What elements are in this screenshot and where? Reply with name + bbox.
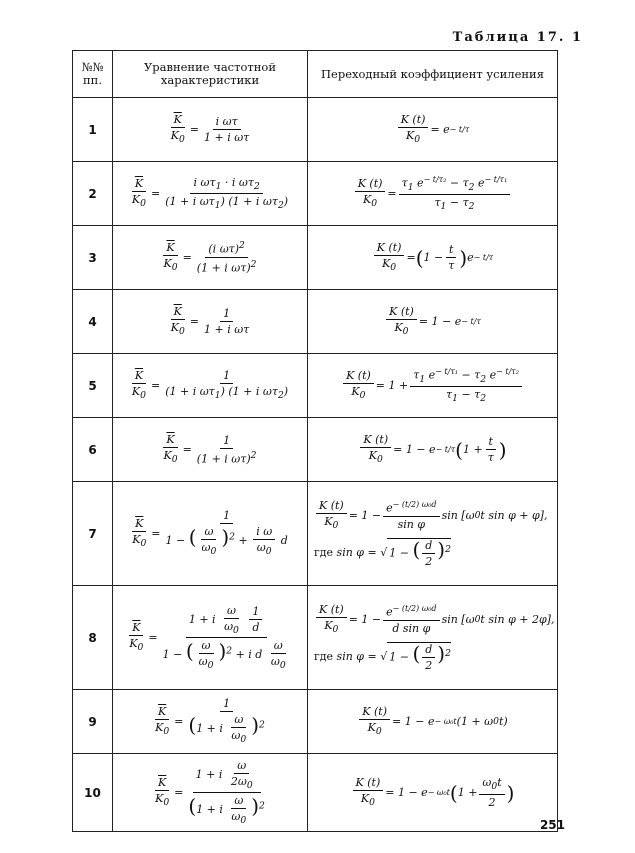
table-row xyxy=(73,754,558,832)
freq-formula: $\frac{\overline{K}}{K_0}$ = 1 + i $\frac{\omega}{\omega_0}$ $\frac{1}{d}$ 1 − ( $\frac{\omega}{\omega_0}$ )$^2$ + i d $\frac{\omega}{\omega_0}$ xyxy=(113,586,308,690)
table-row xyxy=(73,418,558,482)
trans-formula: $\frac{K (t)}{K_0}$ = 1 + $\frac{\tau_1 e^{- t/\tau_1} - \tau_2 e^{- t/\tau_2}}{\tau_1 - \tau_2}$ xyxy=(308,354,558,418)
header-trans: Переходный коэффициент усиления xyxy=(308,51,558,98)
table-row xyxy=(73,162,558,226)
table-row xyxy=(73,98,558,162)
freq-formula: $\frac{\overline{K}}{K_0}$ = $\frac{1}{(1 + i \omega\tau)^2}$ xyxy=(113,418,308,482)
row-number: 7 xyxy=(73,482,113,586)
freq-formula: $\frac{\overline{K}}{K_0}$ = 1 + i $\frac{\omega}{2\omega_0}$ (1 + i $\frac{\omega}{\omega_0}$ )$^2$ xyxy=(113,754,308,832)
formula-table xyxy=(72,50,558,832)
row-number: 1 xyxy=(73,98,113,162)
table-row xyxy=(73,354,558,418)
freq-formula: $\frac{\overline{K}}{K_0}$ = $\frac{1}{\text{1 + i ωτ}}$ xyxy=(113,290,308,354)
table-caption: Таблица 17. 1 xyxy=(452,30,583,45)
header-num: №№ пп. xyxy=(73,51,113,98)
header-row xyxy=(73,51,558,98)
row-number: 9 xyxy=(73,690,113,754)
trans-formula: $\frac{K (t)}{K_0}$ = ( 1 − $\frac{t}{\tau}$ ) e − t/τ xyxy=(308,226,558,290)
trans-formula: $\frac{K (t)}{K_0}$ = 1 − e − ω₀t ( 1 + $\frac{\omega_0t}{2}$ ) xyxy=(308,754,558,832)
page-number: 251 xyxy=(539,818,565,832)
row-number: 6 xyxy=(73,418,113,482)
trans-formula: $\frac{K (t)}{K_0}$ = 1 − e − t/τ xyxy=(308,290,558,354)
table-row xyxy=(73,690,558,754)
row-number: 8 xyxy=(73,586,113,690)
row-number: 2 xyxy=(73,162,113,226)
trans-formula: $\frac{K (t)}{K_0}$ = $\frac{\tau_1 e^{- t/\tau_2} - \tau_2 e^{- t/\tau_1}}{\tau_1 - \tau_2}$ xyxy=(308,162,558,226)
row-number: 5 xyxy=(73,354,113,418)
trans-formula: $\frac{K (t)}{K_0}$ = 1 − $\frac{e^{- (t/2) \omega_0d}}{\text{d sin φ}}$ sin [ω 0 t sin φ + 2φ], где sin φ = √ 1 − ( $\frac{d}{2}$ )$^2$ xyxy=(308,586,558,690)
trans-formula: $\frac{K (t)}{K_0}$ = 1 − $\frac{e^{- (t/2) \omega_0d}}{\text{sin φ}}$ sin [ω 0 t sin φ + φ], где sin φ = √ 1 − ( $\frac{d}{2}$ )$^2$ xyxy=(308,482,558,586)
freq-formula: $\frac{\overline{K}}{K_0}$ = $\frac{\text{i ωτ}}{\text{1 + i ωτ}}$ xyxy=(113,98,308,162)
freq-formula: $\frac{\overline{K}}{K_0}$ = 1 (1 + i $\frac{\omega}{\omega_0}$ )$^2$ xyxy=(113,690,308,754)
trans-formula: $\frac{K (t)}{K_0}$ = e − t/τ xyxy=(308,98,558,162)
row-number: 3 xyxy=(73,226,113,290)
row-number: 4 xyxy=(73,290,113,354)
freq-formula: $\frac{\overline{K}}{K_0}$ = $\frac{i \omega\tau_1 \cdot i \omega\tau_2}{(1 + i \omega\tau_1) (1 + i \omega\tau_2)}$ xyxy=(113,162,308,226)
table-row xyxy=(73,586,558,690)
trans-formula: $\frac{K (t)}{K_0}$ = 1 − e − t/τ ( 1 + $\frac{t}{\tau}$ ) xyxy=(308,418,558,482)
table-row xyxy=(73,290,558,354)
header-freq: Уравнение частотной характеристики xyxy=(113,51,308,98)
freq-formula: $\frac{\overline{K}}{K_0}$ = 1 1 − ( $\frac{\omega}{\omega_0}$ )$^2$ + $\frac{\text{i ω}}{\omega_0}$ d xyxy=(113,482,308,586)
table-row xyxy=(73,482,558,586)
freq-formula: $\frac{\overline{K}}{K_0}$ = $\frac{(i \omega\tau)^2}{(1 + i \omega\tau)^2}$ xyxy=(113,226,308,290)
table-row xyxy=(73,226,558,290)
row-number: 10 xyxy=(73,754,113,832)
freq-formula: $\frac{\overline{K}}{K_0}$ = $\frac{1}{(1 + i \omega\tau_1) (1 + i \omega\tau_2)}$ xyxy=(113,354,308,418)
trans-formula: $\frac{K (t)}{K_0}$ = 1 − e − ω₀t (1 + ω 0 t) xyxy=(308,690,558,754)
